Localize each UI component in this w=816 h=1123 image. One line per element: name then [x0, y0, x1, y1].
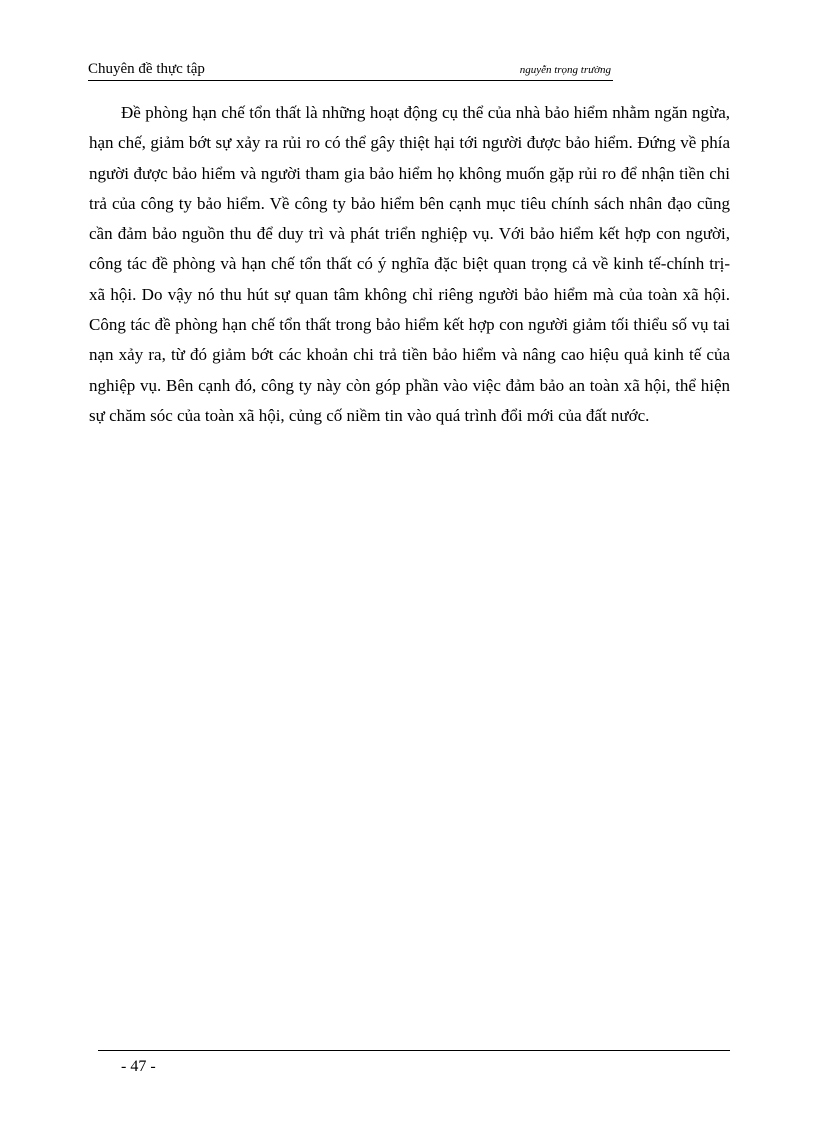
body-paragraph: Đề phòng hạn chế tổn thất là những hoạt động cụ thể của nhà bảo hiểm nhằm ngăn ngừa, hạn chế, giảm bớt sự xảy ra rủi ro có thể gây thiệt hại tới người được bảo hiểm. Đứng về phía người được bảo hiểm và người tham gia bảo hiểm họ không muốn gặp rủi ro để nhận tiền chi trả của công ty bảo hiểm. Về công ty bảo hiểm bên cạnh mục tiêu chính sách nhân đạo cũng cần đảm bảo nguồn thu để duy trì và phát triển nghiệp vụ. Với bảo hiểm kết hợp con người, công tác đề phòng và hạn chế tổn thất có ý nghĩa đặc biệt quan trọng cả về kinh tế-chính trị-xã hội. Do vậy nó thu hút sự quan tâm không chỉ riêng người bảo hiểm mà của toàn xã hội. Công tác đề phòng hạn chế tổn thất trong bảo hiểm kết hợp con người giảm tối thiểu số vụ tai nạn xảy ra, từ đó giảm bớt các khoản chi trả tiền bảo hiểm và nâng cao hiệu quả kinh tế của nghiệp vụ. Bên cạnh đó, công ty này còn góp phần vào việc đảm bảo an toàn xã hội, thể hiện sự chăm sóc của toàn xã hội, củng cố niềm tin vào quá trình đổi mới của đất nước. — [89, 103, 730, 425]
footer-divider — [98, 1050, 730, 1051]
header-author: nguyễn trọng trường — [519, 64, 611, 76]
page-header — [88, 60, 613, 81]
header-title: Chuyên đề thực tập — [88, 61, 205, 77]
page-number: - 47 - — [121, 1058, 156, 1075]
